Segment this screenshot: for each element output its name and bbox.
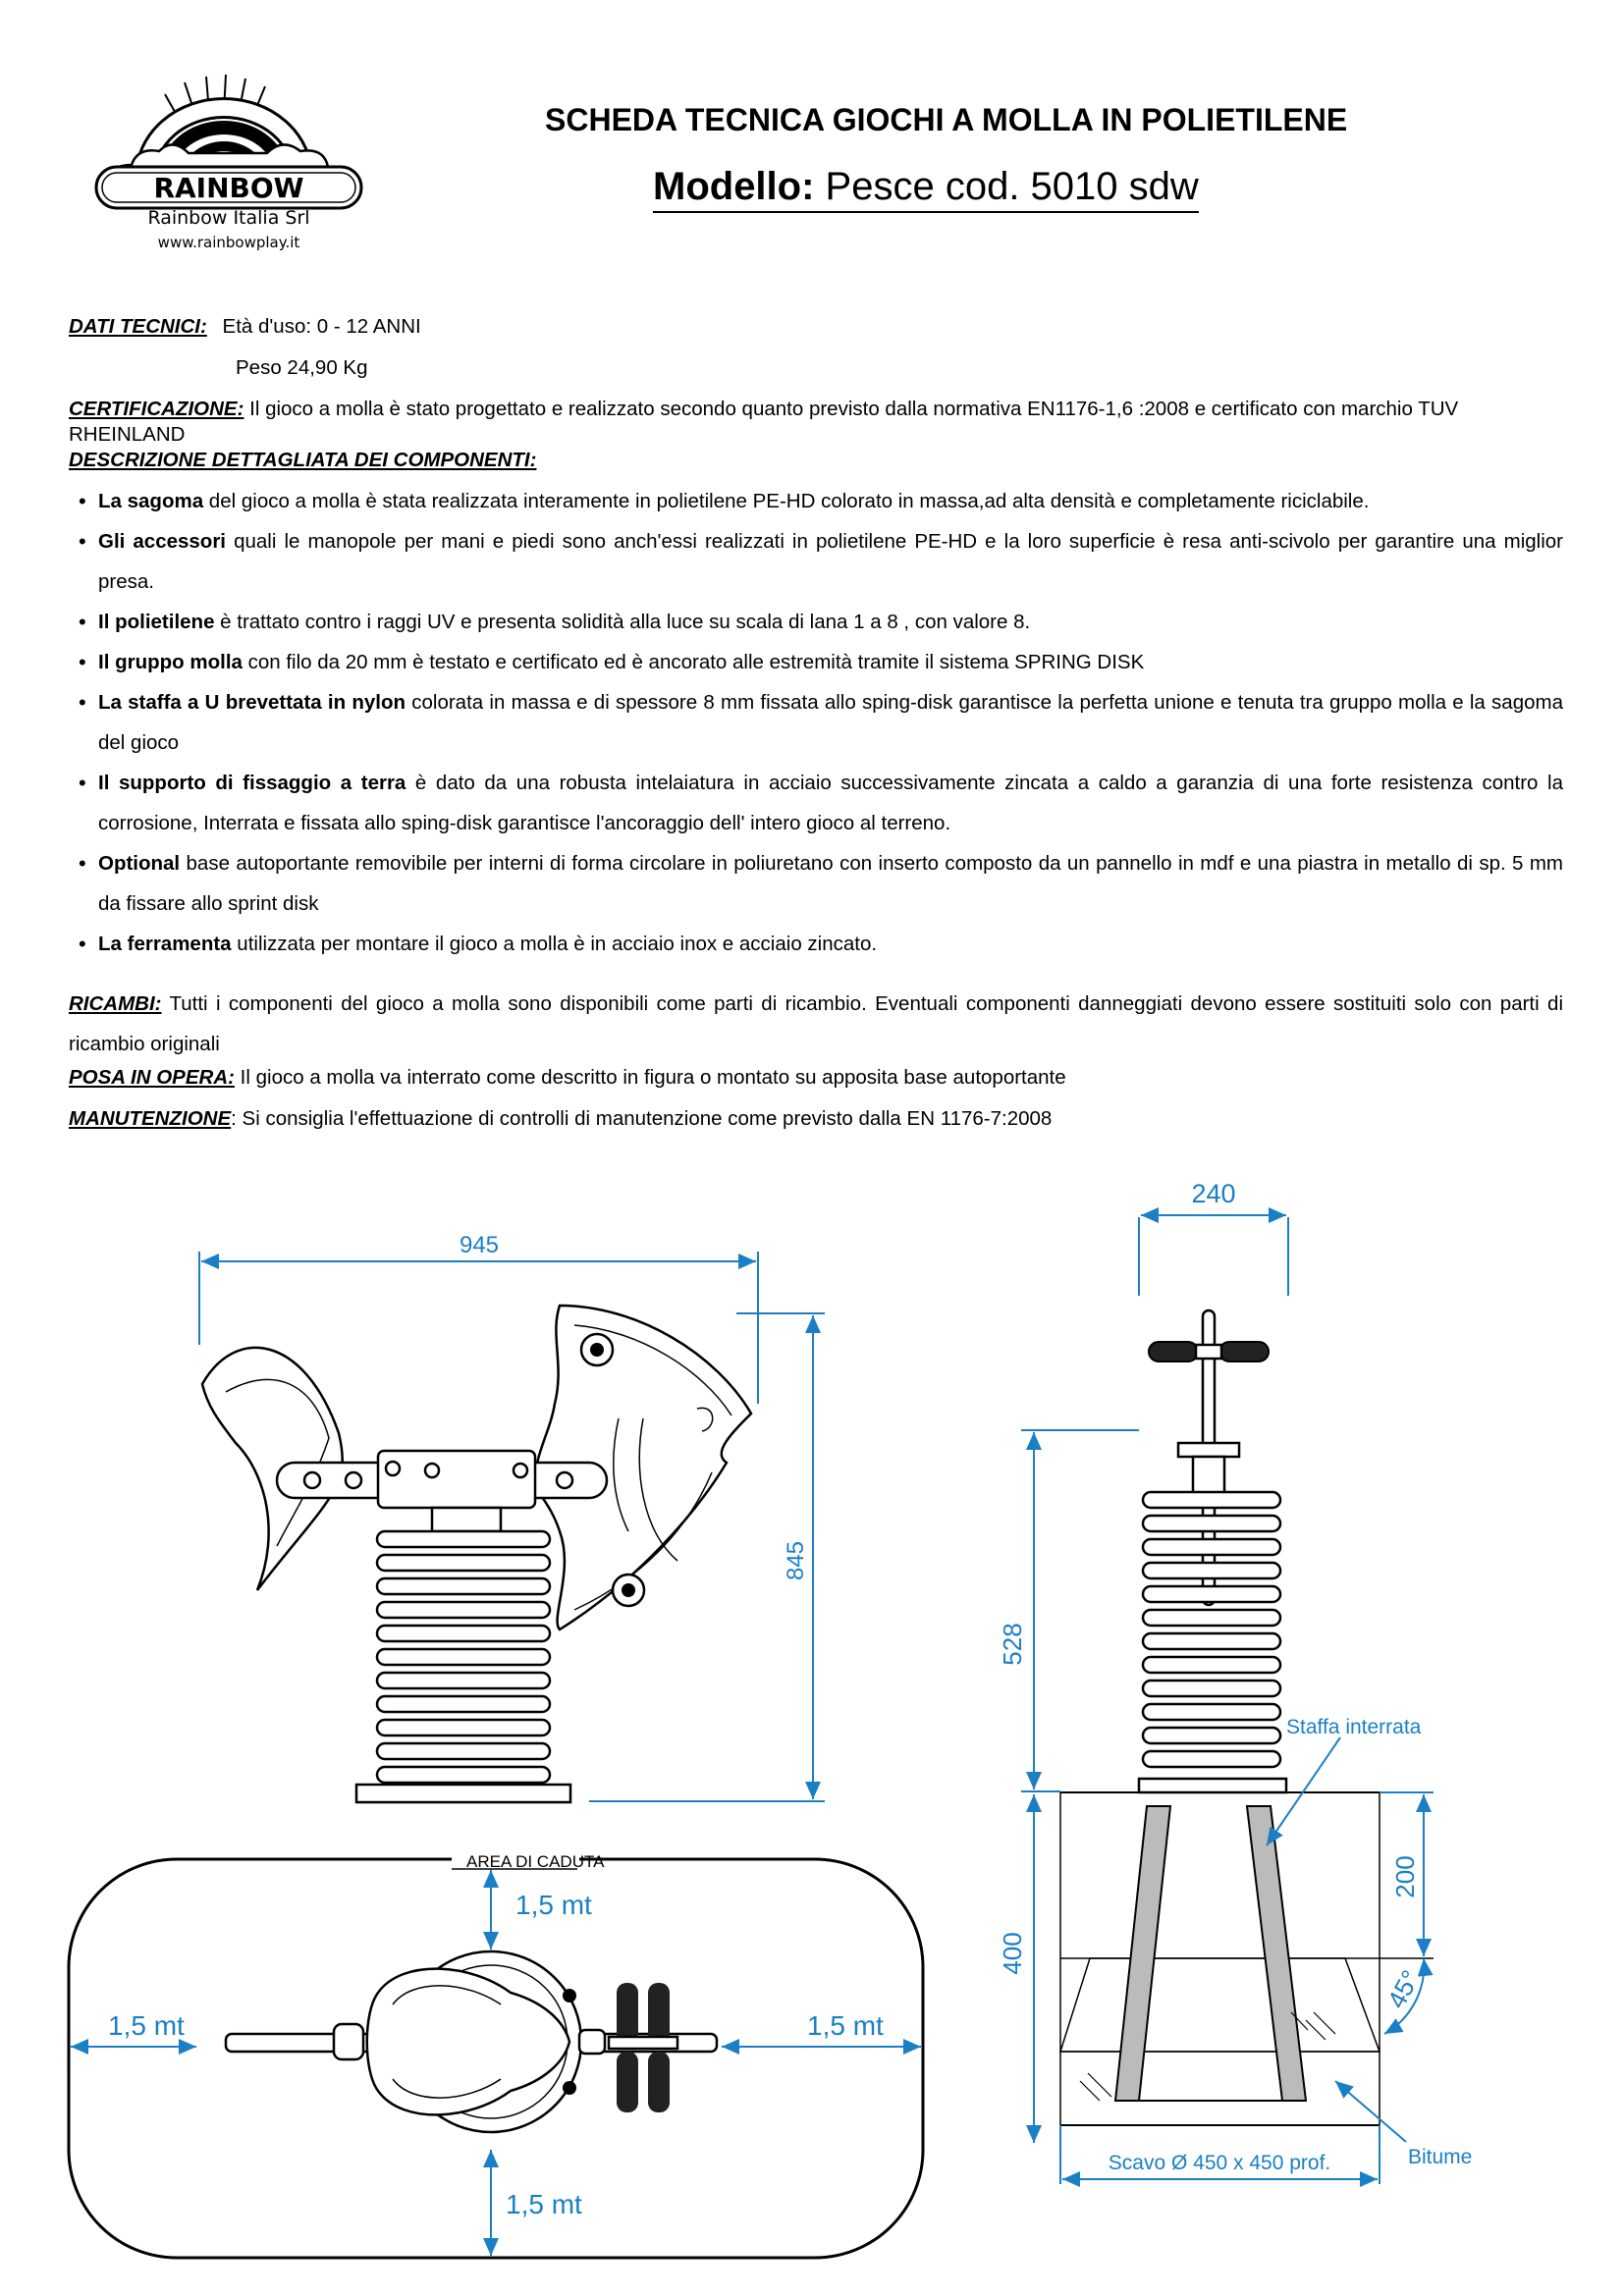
dati-tecnici-row bbox=[69, 306, 1563, 347]
list-item: • La sagoma del gioco a molla è stata realizzata interamente in polietilene PE-HD colorato in massa,ad alta densità e completamente riciclabile. bbox=[69, 481, 1563, 521]
dim-240: 240 bbox=[1191, 1179, 1236, 1208]
dati-tecnici-weight: Peso 24,90 Kg bbox=[236, 356, 368, 379]
dim-200: 200 bbox=[1390, 1855, 1420, 1898]
list-item: • Il gruppo molla con filo da 20 mm è testato e certificato ed è ancorato alle estremità tramite il sistema SPRING DISK bbox=[69, 642, 1563, 682]
dim-845: 845 bbox=[783, 1540, 809, 1581]
technical-drawing bbox=[0, 1158, 1624, 2287]
ricambi-label: RICAMBI: bbox=[69, 992, 162, 1015]
spring bbox=[377, 1531, 550, 1783]
list-item: • Gli accessori quali le manopole per mani e piedi sono anch'essi realizzati in polietilene PE-HD e la loro superficie è resa anti-scivolo per garantire una miglior presa. bbox=[69, 521, 1563, 602]
list-item: • Il supporto di fissaggio a terra è dato da una robusta intelaiatura in acciaio successivamente zincata a caldo a garanzia di una forte resistenza contro la corrosione, Interrata e fissata allo sping-disk garantisce l'ancoraggio dell' intero gioco al terreno. bbox=[69, 763, 1563, 843]
text-block bbox=[69, 306, 1563, 1133]
descrizione-label: DESCRIZIONE DETTAGLIATA DEI COMPONENTI: bbox=[69, 449, 537, 471]
document-title: SCHEDA TECNICA GIOCHI A MOLLA IN POLIETILENE bbox=[545, 102, 1348, 137]
staffa-leg bbox=[1247, 1806, 1306, 2101]
handle-top bbox=[617, 2052, 638, 2112]
certificazione bbox=[69, 397, 1563, 448]
dim-945: 945 bbox=[459, 1232, 500, 1258]
posa bbox=[69, 1064, 1563, 1092]
fall-bottom: 1,5 mt bbox=[506, 2189, 582, 2219]
dim-528: 528 bbox=[998, 1623, 1027, 1666]
handle-right bbox=[1219, 1342, 1269, 1362]
logo-brand: RAINBOW bbox=[153, 172, 304, 204]
staffa-leg bbox=[1115, 1806, 1170, 2101]
seat-support bbox=[378, 1451, 535, 1508]
component-list bbox=[69, 481, 1563, 964]
fall-area bbox=[69, 1852, 923, 2258]
fall-right: 1,5 mt bbox=[807, 2010, 884, 2041]
list-item: • Il polietilene è trattato contro i raggi UV e presenta solidità alla luce su scala di lana 1 a 8 , con valore 8. bbox=[69, 602, 1563, 642]
manutenzione-label: MANUTENZIONE bbox=[69, 1107, 232, 1130]
model-line bbox=[653, 165, 1199, 213]
list-item: • Optional base autoportante removibile per interni di forma circolare in poliuretano con inserto composto da un pannello in mdf e una piastra in metallo di sp. 5 mm da fissare allo sprint disk bbox=[69, 843, 1563, 924]
manutenzione bbox=[69, 1105, 1563, 1133]
logo-company: Rainbow Italia Srl bbox=[147, 207, 310, 229]
front-view bbox=[199, 1158, 825, 1802]
label-bitume: Bitume bbox=[1408, 2146, 1473, 2168]
spring-disk bbox=[356, 1785, 570, 1802]
handle-top bbox=[617, 1983, 638, 2044]
manutenzione-text: : Si consiglia l'effettuazione di controlli di manutenzione come previsto dalla EN 1176-7:2008 bbox=[231, 1107, 1053, 1130]
handle-left bbox=[1149, 1342, 1198, 1362]
dati-tecnici-label: DATI TECNICI: bbox=[69, 315, 207, 338]
angle-45: 45° bbox=[1380, 1965, 1426, 2013]
model-value: Pesce cod. 5010 sdw bbox=[825, 165, 1199, 208]
fall-left: 1,5 mt bbox=[108, 2010, 185, 2041]
list-item: • La ferramenta utilizzata per montare il gioco a molla è in acciaio inox e acciaio zincato. bbox=[69, 924, 1563, 964]
ricambi-text: Tutti i componenti del gioco a molla sono disponibili come parti di ricambio. Eventuali componenti danneggiati devono essere sostituiti solo con parti di ricambio originali bbox=[69, 992, 1563, 1055]
dati-tecnici-age: Età d'uso: 0 - 12 ANNI bbox=[222, 315, 421, 338]
certificazione-text: Il gioco a molla è stato progettato e realizzato secondo quanto previsto dalla normativa EN1176-1,6 :2008 e certificato con marchio TUV RHEINLAND bbox=[69, 398, 1459, 446]
list-item: • La staffa a U brevettata in nylon colorata in massa e di spessore 8 mm fissata allo sping-disk garantisce la perfetta unione e tenuta tra gruppo molla e la sagoma del gioco bbox=[69, 682, 1563, 763]
ricambi bbox=[69, 984, 1563, 1064]
logo-website: www.rainbowplay.it bbox=[157, 234, 300, 251]
posa-label: POSA IN OPERA: bbox=[69, 1066, 235, 1089]
handle-top bbox=[648, 1983, 670, 2044]
handle-top bbox=[648, 2052, 670, 2112]
fall-area-title: AREA DI CADUTA bbox=[466, 1852, 605, 1871]
label-staffa: Staffa interrata bbox=[1286, 1716, 1422, 1738]
dim-400: 400 bbox=[998, 1932, 1027, 1975]
certificazione-label: CERTIFICAZIONE: bbox=[69, 398, 244, 420]
posa-text: Il gioco a molla va interrato come descritto in figura o montato su apposita base autoportante bbox=[234, 1066, 1066, 1089]
rainbow-logo bbox=[86, 69, 371, 265]
model-label: Modello: bbox=[653, 165, 815, 208]
fall-top: 1,5 mt bbox=[515, 1890, 592, 1920]
side-view bbox=[998, 1179, 1472, 2184]
label-scavo: Scavo Ø 450 x 450 prof. bbox=[1108, 2152, 1331, 2174]
